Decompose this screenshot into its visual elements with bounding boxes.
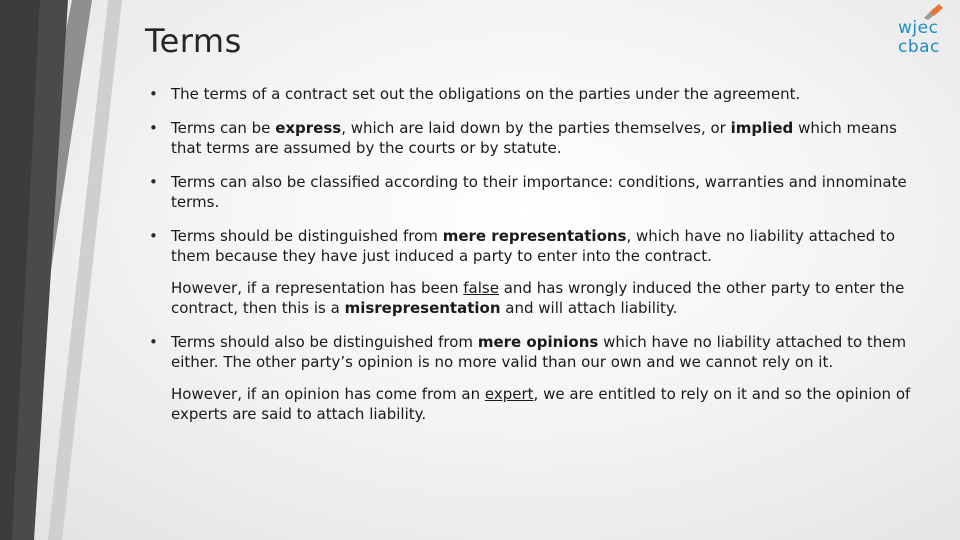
- wjec-cbac-logo: [896, 4, 948, 62]
- bullet-item: [147, 118, 927, 158]
- bullet-text: Terms can be express, which are laid down by the parties themselves, or implied which means that terms are assumed by the courts or by statute.: [171, 119, 897, 157]
- bullet-followup-text: However, if an opinion has come from an expert, we are entitled to rely on it and so the opinion of experts are said to attach liability.: [171, 385, 911, 423]
- logo-text-wjec: wjec: [898, 18, 939, 38]
- bullet-dot-icon: •: [149, 119, 158, 137]
- bullet-dot-icon: •: [149, 333, 158, 351]
- slide-content: [147, 84, 927, 438]
- term-implied: implied: [730, 119, 794, 137]
- bullet-dot-icon: •: [149, 173, 158, 191]
- logo-text-cbac: cbac: [898, 37, 940, 57]
- bullet-dot-icon: •: [149, 85, 158, 103]
- bullet-item: [147, 226, 927, 318]
- term-false: false: [463, 279, 499, 297]
- bullet-text: Terms can also be classified according to their importance: conditions, warranties and innominate terms.: [171, 173, 907, 211]
- bullet-text: Terms should be distinguished from mere representations, which have no liability attached to them because they have just induced a party to enter into the contract.: [171, 227, 896, 265]
- term-express: express: [275, 119, 342, 137]
- slide-title: Terms: [145, 22, 242, 60]
- bullet-dot-icon: •: [149, 227, 158, 245]
- bullet-item: [147, 84, 927, 104]
- term-mere-opinions: mere opinions: [477, 333, 599, 351]
- term-misrepresentation: misrepresentation: [344, 299, 501, 317]
- bullet-followup-text: However, if a representation has been false and has wrongly induced the other party to enter the contract, then this is a misrepresentation and will attach liability.: [171, 279, 905, 317]
- left-decorative-bands: [0, 0, 140, 540]
- bullet-text: Terms should also be distinguished from mere opinions which have no liability attached to them either. The other party’s opinion is no more valid than our own and we cannot rely on it.: [171, 333, 907, 371]
- bullet-text: The terms of a contract set out the obligations on the parties under the agreement.: [171, 85, 801, 103]
- bullet-item: [147, 172, 927, 212]
- term-expert: expert: [484, 385, 534, 403]
- term-mere-representations: mere representations: [442, 227, 627, 245]
- bullet-item: [147, 332, 927, 424]
